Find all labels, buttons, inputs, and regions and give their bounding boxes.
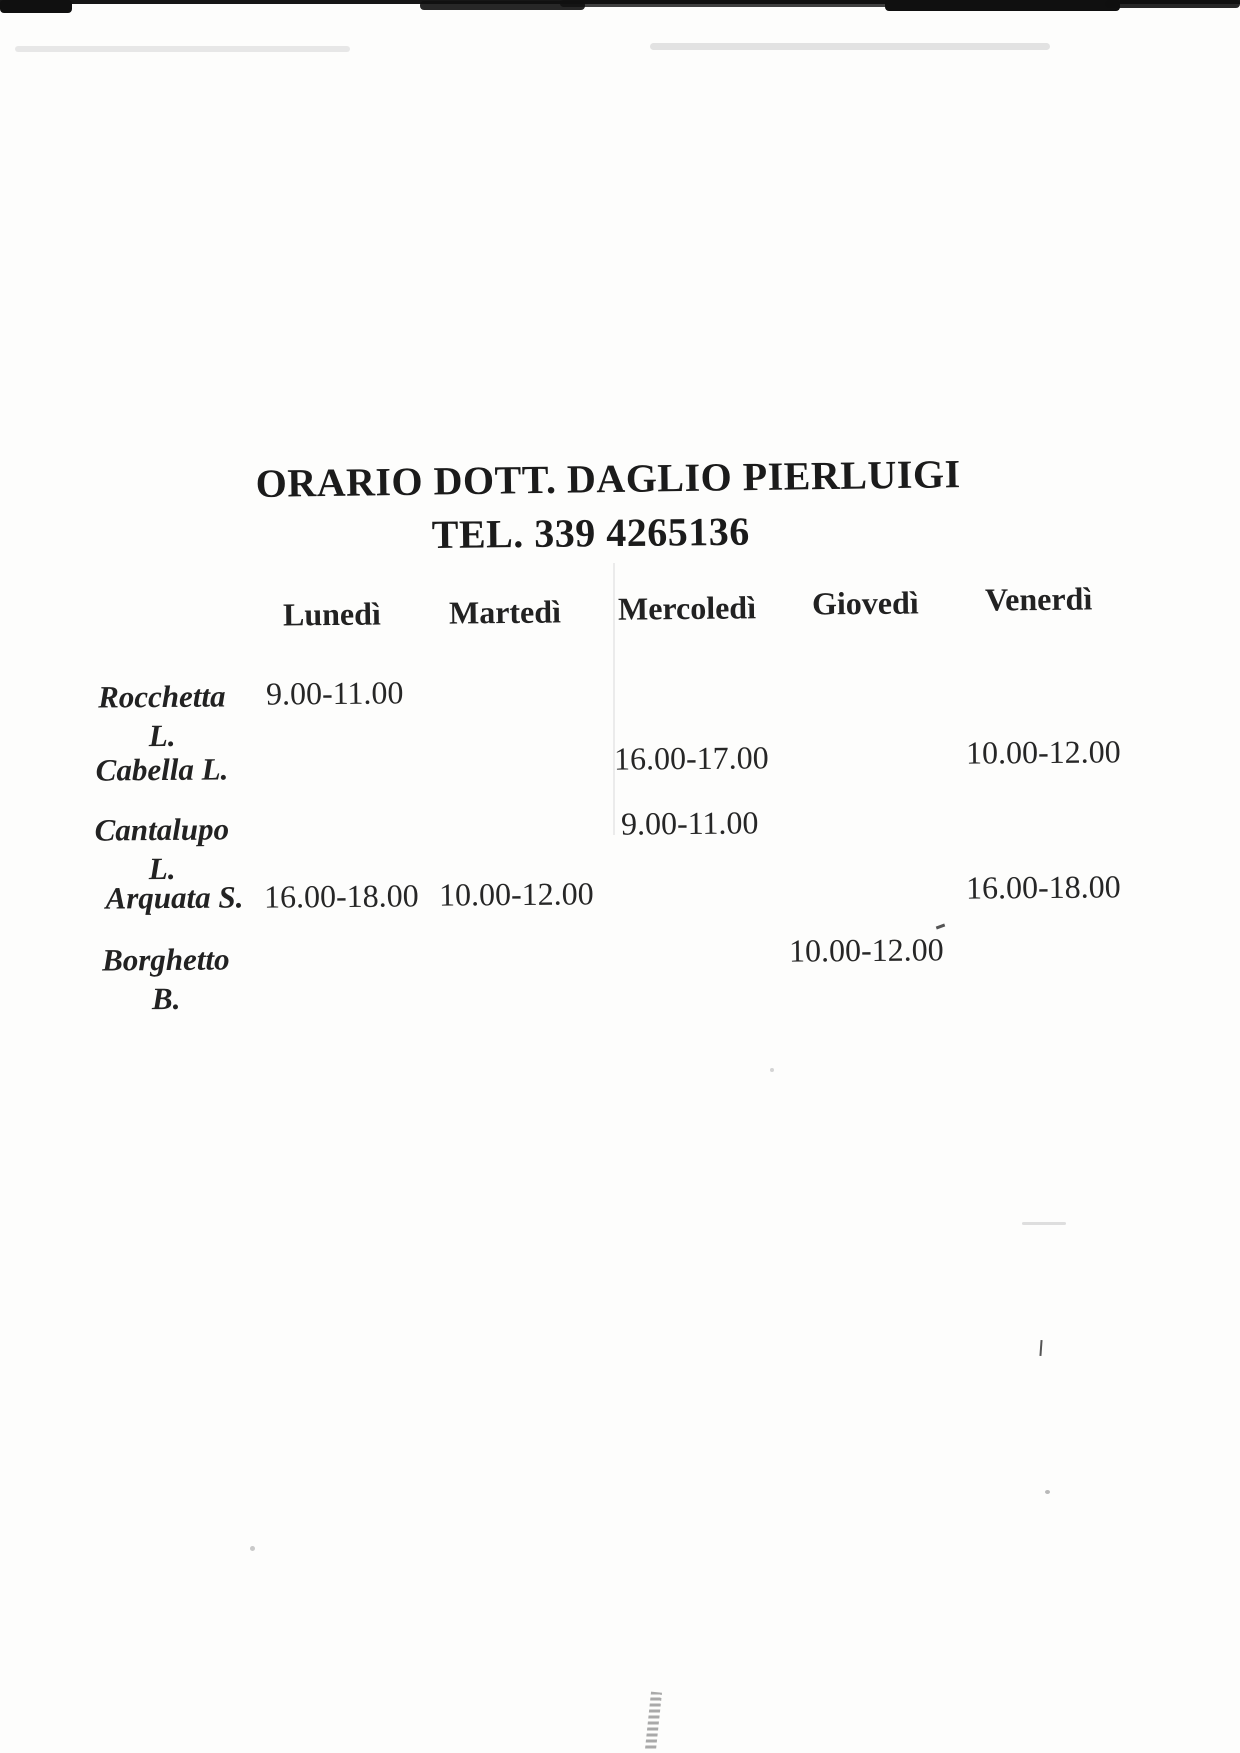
time-cell-rocchetta-lunedi: 9.00-11.00: [265, 674, 404, 712]
time-cell-borghetto-giovedi: 10.00-12.00: [788, 931, 944, 969]
scan-speck: [770, 1068, 774, 1072]
scan-edge-blob: [885, 0, 1120, 11]
time-cell-arquata-venerdi: 16.00-18.00: [965, 868, 1121, 906]
day-header-giovedi: Giovedì: [811, 584, 919, 622]
scan-edge-blob: [1105, 0, 1240, 8]
day-header-venerdi: Venerdì: [984, 580, 1093, 618]
scan-speck: [1022, 1222, 1066, 1225]
time-cell-cabella-venerdi: 10.00-12.00: [965, 733, 1121, 771]
time-cell-cantalupo-mercoledi: 9.00-11.00: [620, 804, 759, 842]
row-label-line: B.: [151, 980, 181, 1017]
row-label-cabella: [78, 749, 246, 789]
day-header-mercoledi: Mercoledì: [617, 589, 757, 627]
row-label-line: Rocchetta: [97, 678, 226, 715]
time-cell-arquata-martedi: 10.00-12.00: [438, 875, 594, 913]
scan-smudge: [650, 43, 1050, 50]
scan-speck: [1045, 1490, 1050, 1494]
scan-edge-blob: [560, 0, 910, 7]
time-cell-arquata-lunedi: 16.00-18.00: [263, 877, 419, 915]
time-cell-cabella-mercoledi: 16.00-17.00: [613, 739, 769, 777]
scan-speck: [936, 924, 945, 930]
row-label-line: L.: [148, 717, 176, 754]
paper-fold-line: [613, 563, 615, 835]
day-header-lunedi: Lunedì: [282, 595, 382, 633]
scan-edge-blob: [0, 0, 72, 13]
row-label-line: Cabella L.: [95, 751, 229, 788]
row-label-line: L.: [148, 850, 176, 887]
row-label-line: Borghetto: [101, 941, 230, 978]
phone-number: TEL. 339 4265136: [431, 508, 751, 558]
scan-speck: [1039, 1340, 1042, 1356]
row-label-line: Arquata S.: [105, 879, 244, 916]
row-label-borghetto: [80, 939, 253, 1018]
row-label-arquata: [82, 877, 267, 918]
scan-smudge: [15, 46, 350, 52]
scan-squiggle: [645, 1692, 662, 1751]
day-header-martedi: Martedì: [448, 593, 562, 631]
page-title: ORARIO DOTT. DAGLIO PIERLUIGI: [255, 451, 961, 507]
row-label-rocchetta: [78, 676, 247, 755]
row-label-line: Cantalupo: [94, 811, 230, 848]
scan-speck: [250, 1546, 255, 1551]
